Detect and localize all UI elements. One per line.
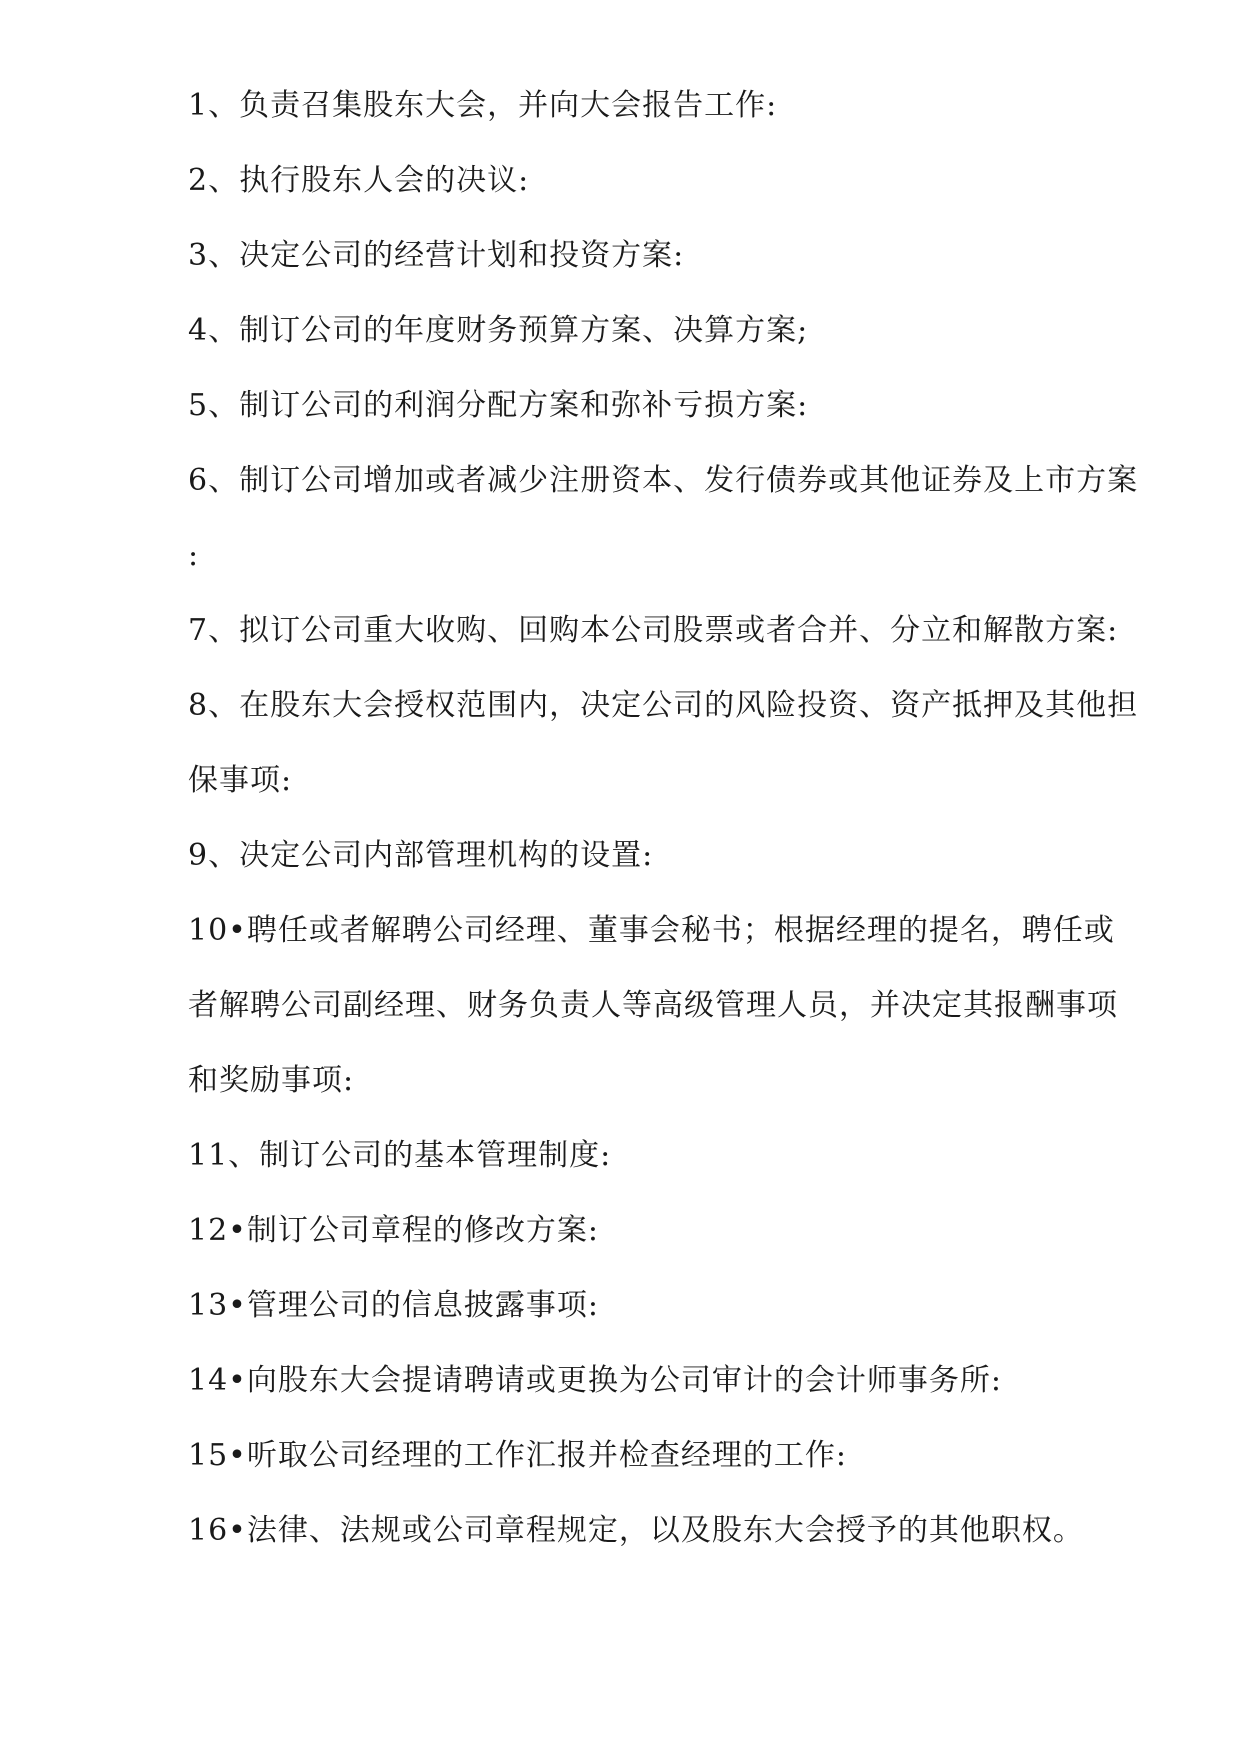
text-line: 10•聘任或者解聘公司经理、董事会秘书；根据经理的提名，聘任或 bbox=[188, 913, 1115, 948]
text-line: 14•向股东大会提请聘请或更换为公司审计的会计师事务所: bbox=[188, 1363, 1002, 1398]
text-line: 16•法律、法规或公司章程规定，以及股东大会授予的其他职权。 bbox=[188, 1513, 1084, 1548]
text-line: 13•管理公司的信息披露事项: bbox=[188, 1288, 599, 1323]
text-line: 8、在股东大会授权范围内，决定公司的风险投资、资产抵押及其他担 bbox=[188, 688, 1139, 723]
text-line: 11、制订公司的基本管理制度: bbox=[188, 1138, 612, 1173]
text-line: 2、执行股东人会的决议: bbox=[188, 163, 530, 198]
text-line: 4、制订公司的年度财务预算方案、决算方案; bbox=[188, 313, 809, 348]
text-line: 6、制订公司增加或者减少注册资本、发行债券或其他证券及上市方案 bbox=[188, 463, 1139, 498]
text-line: 9、决定公司内部管理机构的设置: bbox=[188, 838, 654, 873]
text-line: 15•听取公司经理的工作汇报并检查经理的工作: bbox=[188, 1438, 847, 1473]
document-body bbox=[188, 68, 1148, 1568]
text-line: 和奖励事项: bbox=[188, 1063, 355, 1098]
text-line: 12•制订公司章程的修改方案: bbox=[188, 1213, 599, 1248]
text-line: 5、制订公司的利润分配方案和弥补亏损方案: bbox=[188, 388, 809, 423]
text-line: 保事项: bbox=[188, 763, 293, 798]
text-line: : bbox=[188, 538, 200, 573]
text-line: 3、决定公司的经营计划和投资方案: bbox=[188, 238, 685, 273]
text-line: 1、负责召集股东大会，并向大会报告工作: bbox=[188, 88, 778, 123]
text-line: 者解聘公司副经理、财务负责人等高级管理人员，并决定其报酬事项 bbox=[188, 988, 1118, 1023]
text-line: 7、拟订公司重大收购、回购本公司股票或者合并、分立和解散方案: bbox=[188, 613, 1119, 648]
